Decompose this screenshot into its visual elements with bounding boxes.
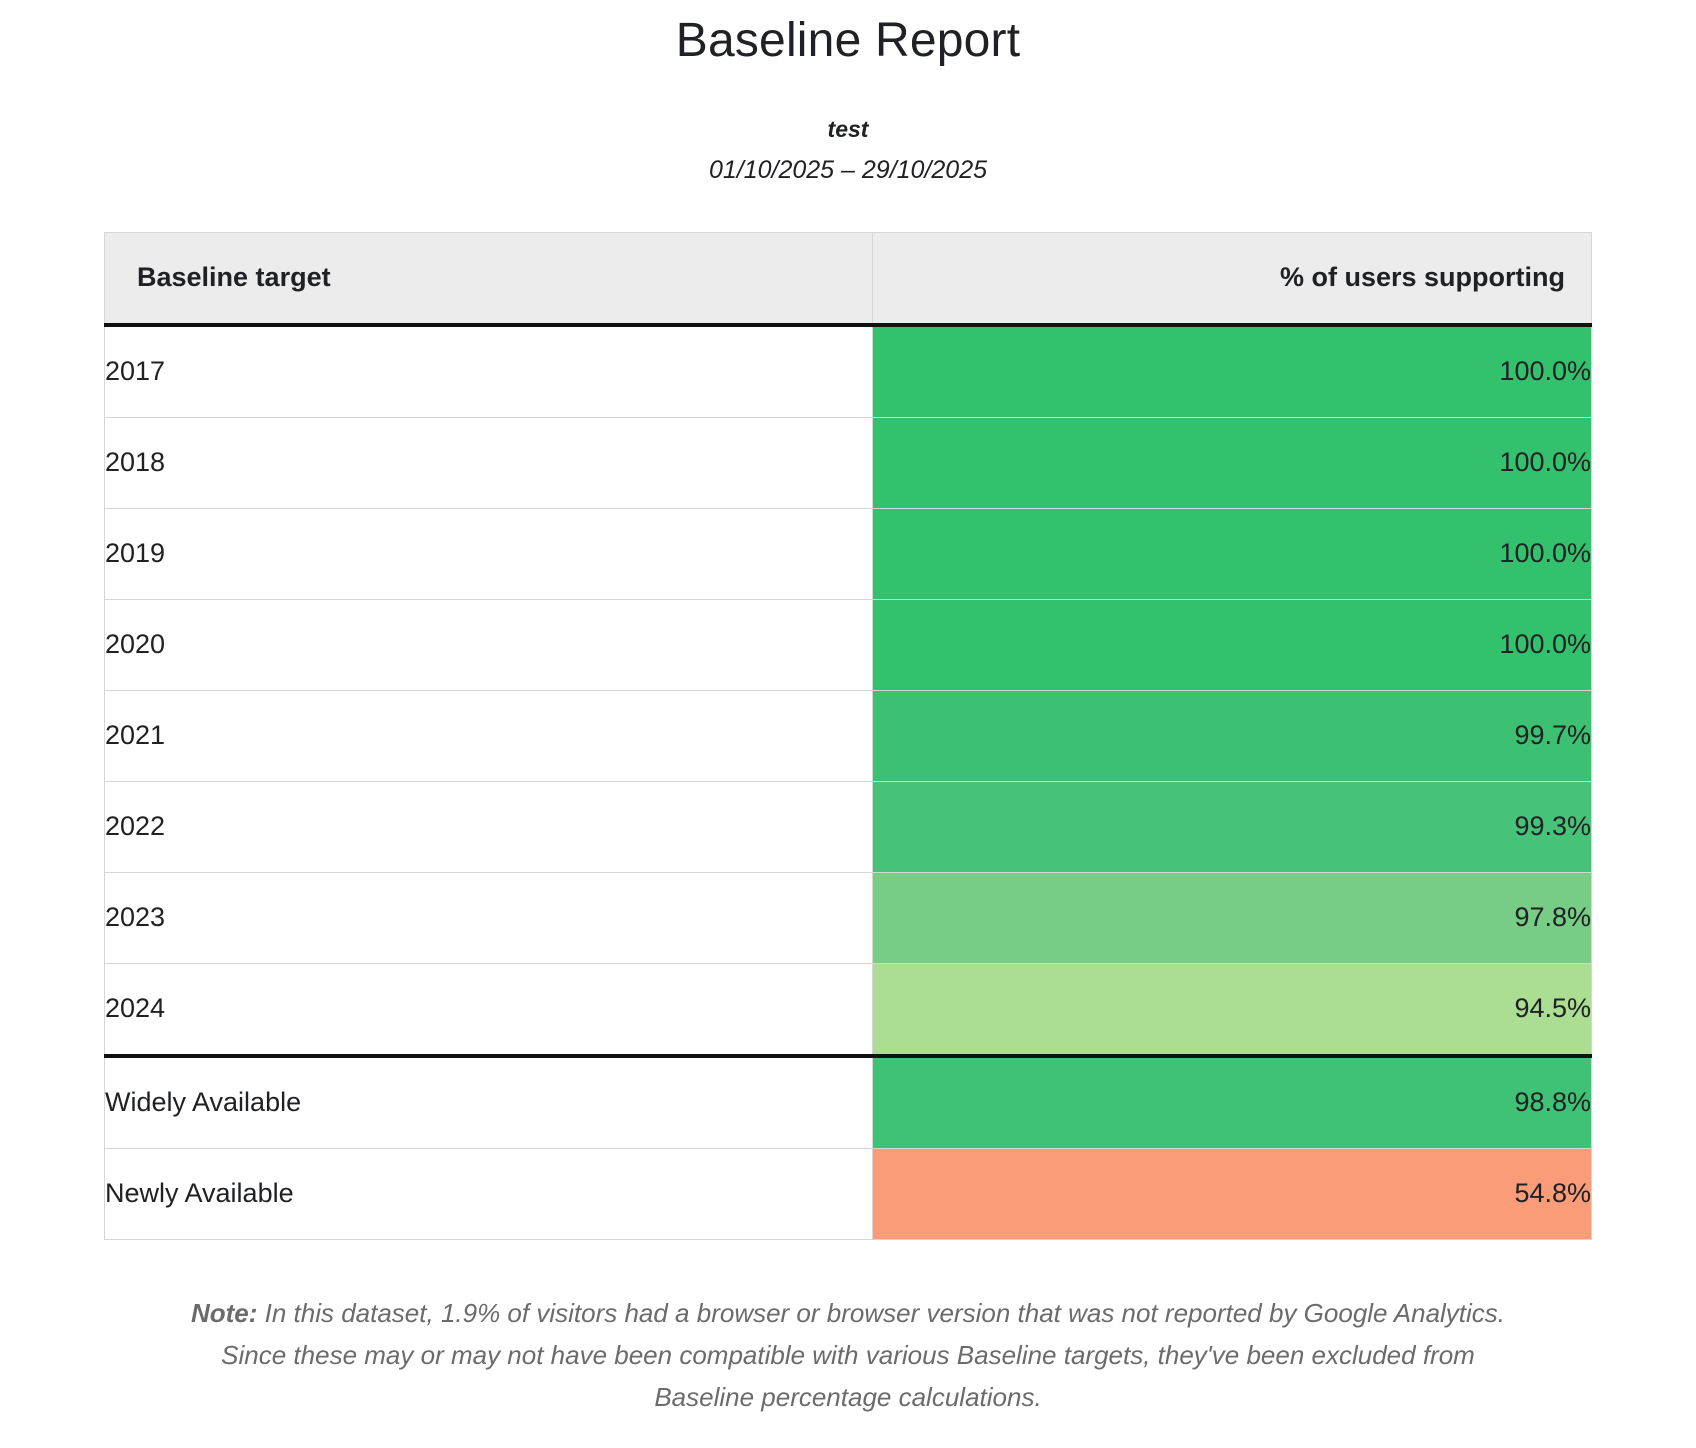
table-header xyxy=(105,232,1592,325)
cell-baseline-target: 2021 xyxy=(105,690,873,781)
cell-baseline-target: 2023 xyxy=(105,872,873,963)
cell-baseline-target: Widely Available xyxy=(105,1056,873,1149)
date-range: 01/10/2025 – 29/10/2025 xyxy=(708,156,988,185)
cell-percent-supporting: 99.7% xyxy=(873,690,1592,781)
cell-percent-supporting: 98.8% xyxy=(873,1056,1592,1149)
table-header-row xyxy=(105,232,1592,325)
property-name: test xyxy=(827,115,869,142)
cell-baseline-target: 2020 xyxy=(105,599,873,690)
table-row xyxy=(105,1056,1592,1149)
cell-baseline-target: 2024 xyxy=(105,963,873,1056)
table-row xyxy=(105,1148,1592,1239)
table-row xyxy=(105,781,1592,872)
baseline-table xyxy=(104,232,1592,1240)
cell-percent-supporting: 99.3% xyxy=(873,781,1592,872)
table-row xyxy=(105,508,1592,599)
table-row xyxy=(105,872,1592,963)
column-header-percent-supporting: % of users supporting xyxy=(873,232,1592,325)
cell-percent-supporting: 100.0% xyxy=(873,599,1592,690)
table-row xyxy=(105,690,1592,781)
table-row xyxy=(105,599,1592,690)
cell-percent-supporting: 100.0% xyxy=(873,417,1592,508)
page-title: Baseline Report xyxy=(675,14,1021,67)
report-subtitle xyxy=(0,112,1696,190)
cell-baseline-target: 2019 xyxy=(105,508,873,599)
table-row xyxy=(105,417,1592,508)
cell-percent-supporting: 100.0% xyxy=(873,325,1592,418)
column-header-baseline-target: Baseline target xyxy=(105,232,873,325)
footnote-label: Note: xyxy=(190,1297,258,1328)
footnote-text: In this dataset, 1.9% of visitors had a browser or browser version that was not reported by Google Analytics. Since these may or may not have been compatible with various Baseline targets, they've been excluded from Baseline percentage calculations. xyxy=(221,1297,1506,1412)
cell-percent-supporting: 100.0% xyxy=(873,508,1592,599)
table-row xyxy=(105,963,1592,1056)
cell-percent-supporting: 94.5% xyxy=(873,963,1592,1056)
cell-baseline-target: Newly Available xyxy=(105,1148,873,1239)
table-body xyxy=(105,325,1592,1240)
footnote xyxy=(183,1292,1513,1418)
table-row xyxy=(105,325,1592,418)
cell-baseline-target: 2022 xyxy=(105,781,873,872)
cell-percent-supporting: 54.8% xyxy=(873,1148,1592,1239)
cell-baseline-target: 2018 xyxy=(105,417,873,508)
baseline-table-container xyxy=(104,232,1592,1240)
cell-percent-supporting: 97.8% xyxy=(873,872,1592,963)
cell-baseline-target: 2017 xyxy=(105,325,873,418)
